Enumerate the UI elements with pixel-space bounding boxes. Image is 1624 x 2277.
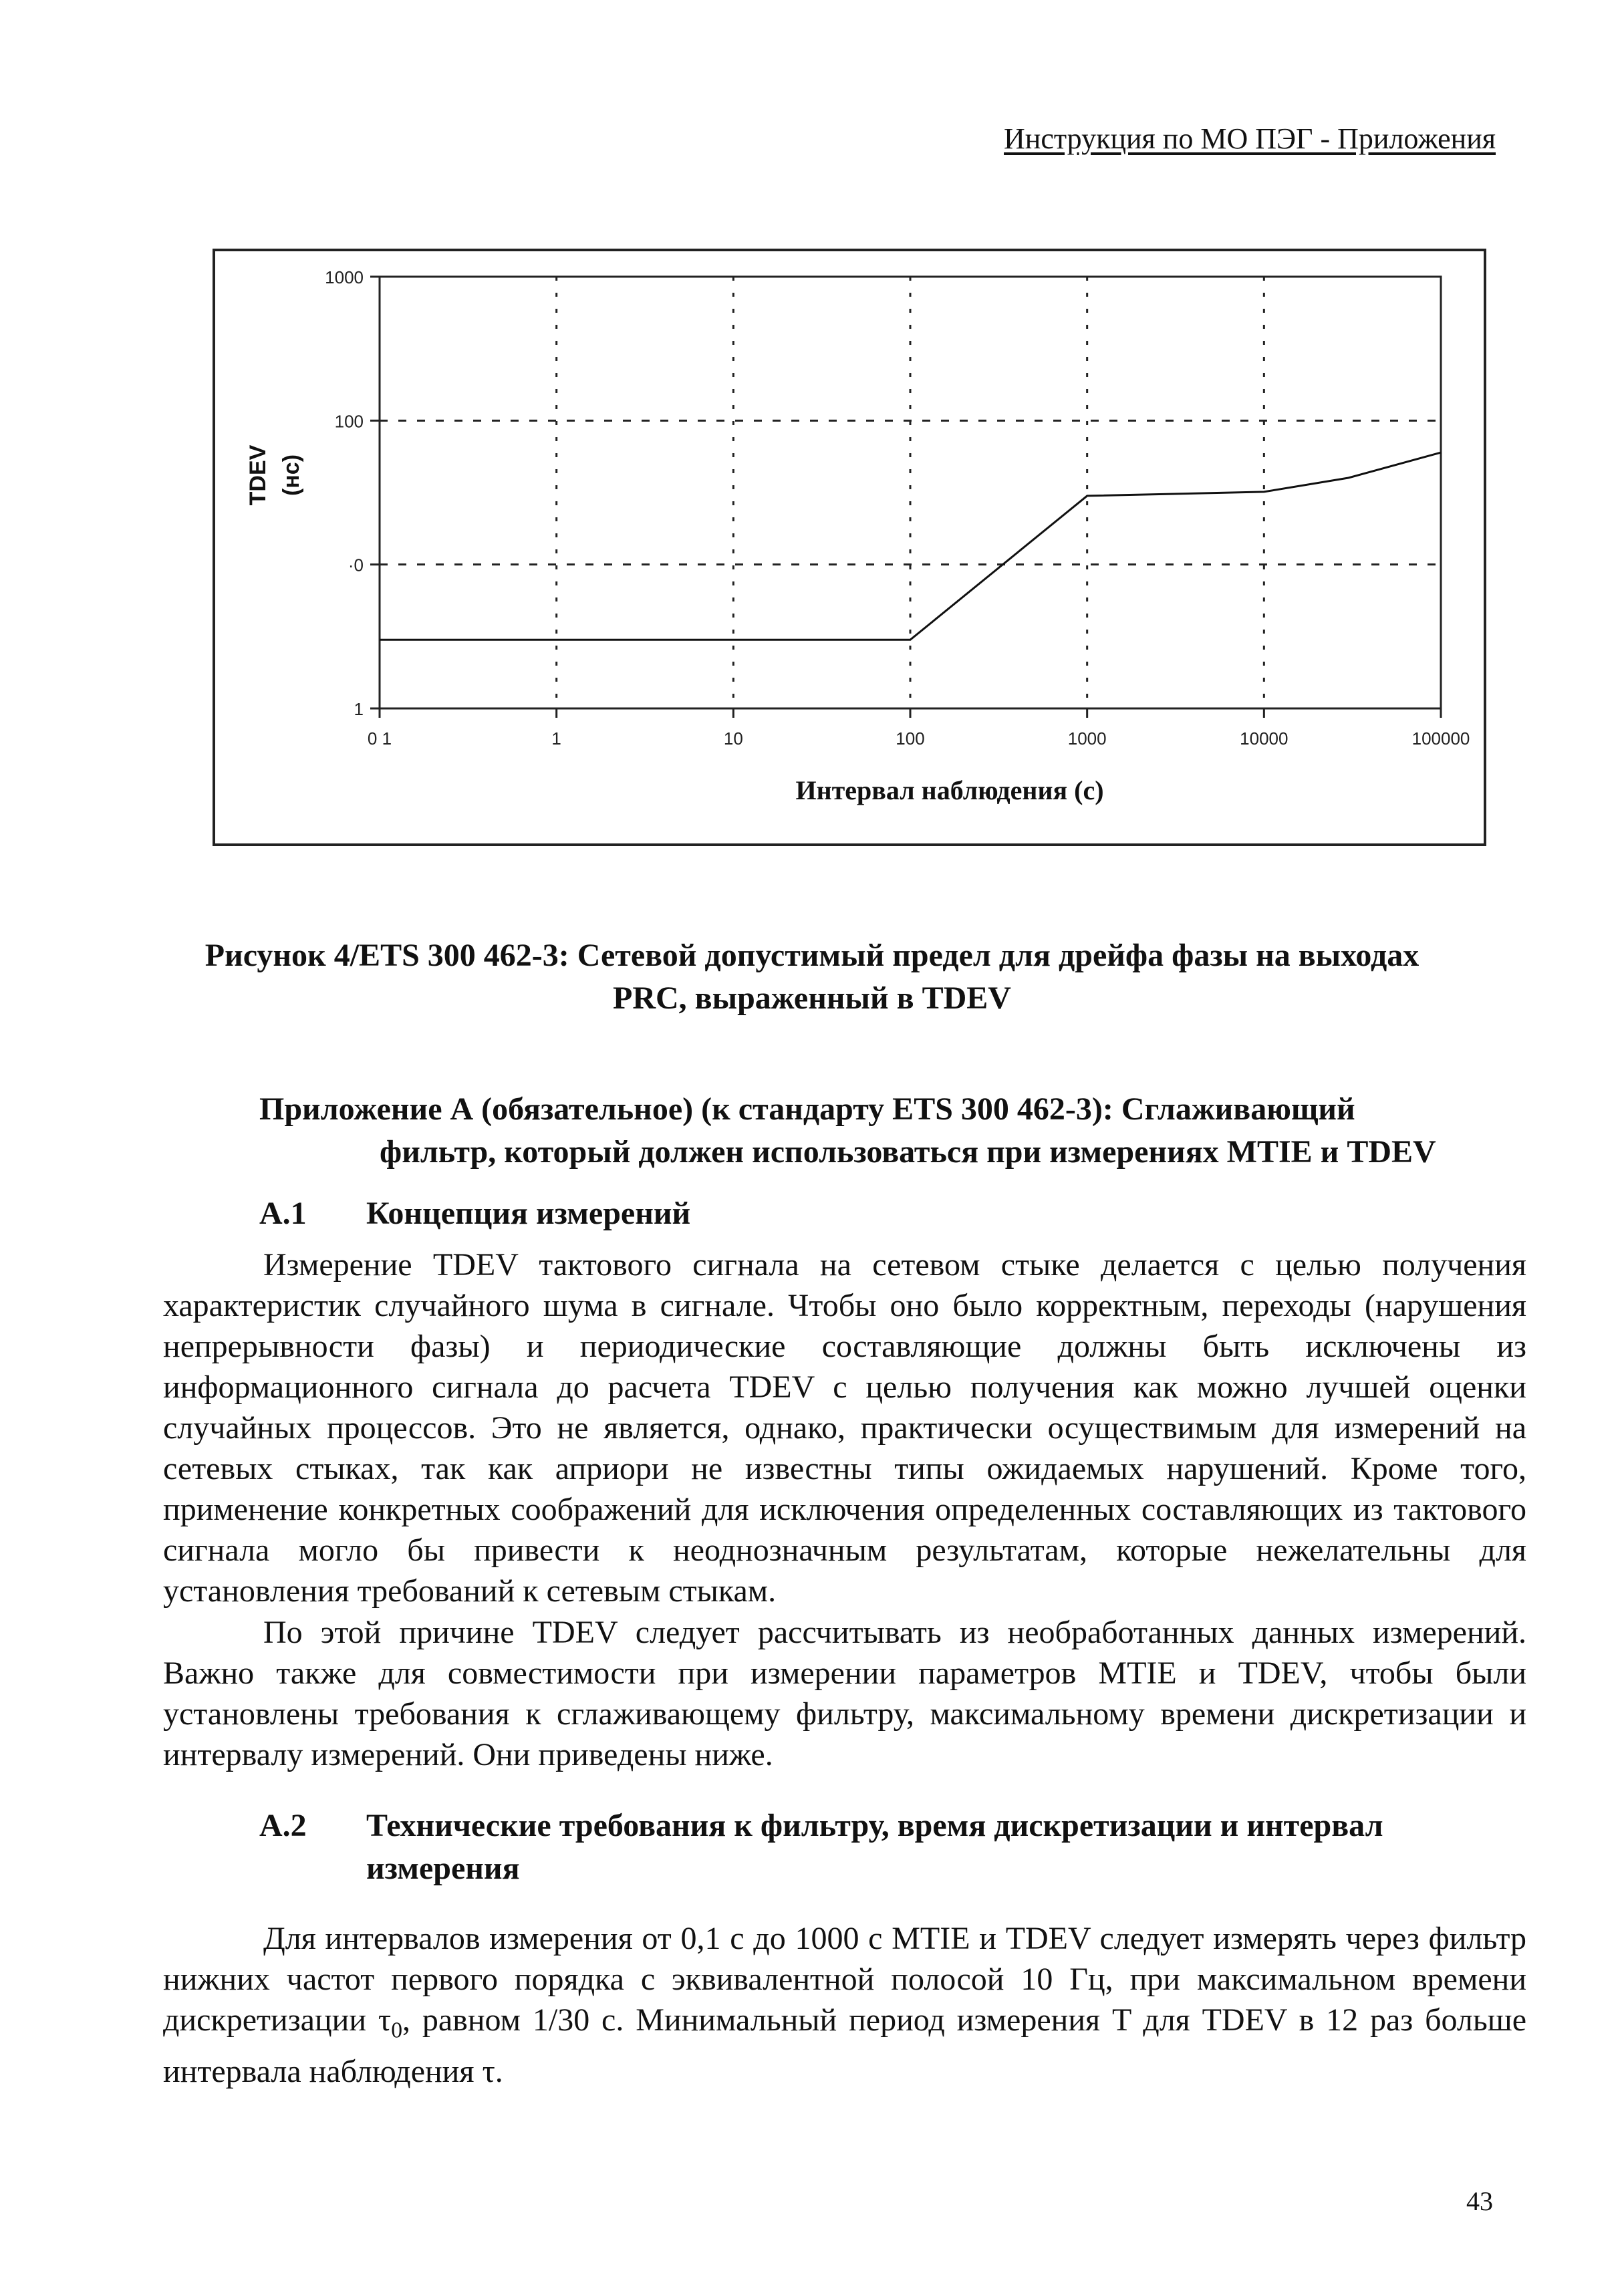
y-axis-unit: (нс) [279, 454, 304, 497]
x-tick-label: 10000 [1240, 728, 1289, 749]
annex-title [259, 1088, 1502, 1174]
caption-line-1: Рисунок 4/ETS 300 462-3: Сетевой допустимый предел для дрейфа фазы на выходах [205, 938, 1419, 973]
x-tick-label: 10 [723, 728, 743, 749]
figure-caption [134, 934, 1490, 1020]
x-tick-label: 1 [551, 728, 561, 749]
paragraph-3-text-b: , равном 1/30 с. Минимальный период измерения T для TDEV в 12 раз больше интервала наблюдения τ. [163, 2002, 1527, 2089]
y-tick-label: 1000 [325, 267, 364, 287]
chart-frame [213, 249, 1486, 846]
paragraph-3-text-a: Для интервалов измерения от 0,1 с до 1000 с MTIE и TDEV следует измерять через фильтр нижних частот первого порядка с эквивалентной полосой 10 Гц, при максимальном времени дискретизации τ [163, 1921, 1526, 2038]
y-tick-label: ·0 [348, 555, 364, 575]
y-axis-label: TDEV [245, 444, 271, 506]
page-number: 43 [1466, 2186, 1493, 2216]
annex-title-line-2: фильтр, который должен использоваться при измерениях MTIE и TDEV [380, 1134, 1436, 1170]
page-header: Инструкция по МО ПЭГ - Приложения [1004, 122, 1496, 155]
chart-grid [380, 277, 1441, 708]
annex-title-line-1: Приложение А (обязательное) (к стандарту ETS 300 462-3): Сглаживающий [259, 1091, 1355, 1127]
paragraph-3 [163, 1918, 1526, 2092]
paragraph-1: Измерение TDEV тактового сигнала на сетевом стыке делается с целью получения характеристик случайного шума в сигнале. Чтобы оно было корректным, переходы (нарушения непрерывности фазы) и периодические составляющие должны быть исключены из информационного сигнала до расчета TDEV с целью получения как можно лучшей оценки случайных процессов. Это не является, однако, практически осуществимым для измерений на сетевых стыках, так как априори не известны типы ожидаемых нарушений. Кроме того, применение конкретных соображений для исключения определенных составляющих из тактового сигнала могло бы привести к неоднозначным результатам, которые нежелательны для установления требований к сетевым стыкам. [163, 1247, 1526, 1609]
section-a1-heading [259, 1192, 690, 1235]
paragraph-2: По этой причине TDEV следует рассчитывать из необработанных данных измерений. Важно также для совместимости при измерении параметров MTIE и TDEV, чтобы были установлены требования к сглаживающему фильтру, максимальному времени дискретизации и интервалу измерений. Они приведены ниже. [163, 1615, 1526, 1772]
section-a2-number: А.2 [259, 1808, 307, 1843]
x-tick-label: 0 1 [367, 728, 392, 749]
x-axis-label: Интервал наблюдения (с) [795, 775, 1104, 805]
x-tick-label: 1000 [1067, 728, 1107, 749]
tdev-chart [215, 251, 1484, 843]
chart-ticks [325, 267, 1470, 749]
y-tick-label: 1 [354, 699, 364, 719]
section-a2-heading [259, 1804, 1502, 1890]
section-a2-title: Технические требования к фильтру, время дискретизации и интервал измерения [366, 1808, 1383, 1886]
section-a1-title: Концепция измерений [366, 1196, 691, 1231]
y-tick-label: 100 [334, 411, 364, 432]
tdev-limit-line [380, 452, 1441, 640]
caption-line-2: PRC, выраженный в TDEV [613, 980, 1011, 1016]
x-tick-label: 100000 [1411, 728, 1470, 749]
section-a1-number: А.1 [259, 1196, 307, 1231]
tau-subscript: 0 [391, 2018, 402, 2043]
x-tick-label: 100 [896, 728, 925, 749]
